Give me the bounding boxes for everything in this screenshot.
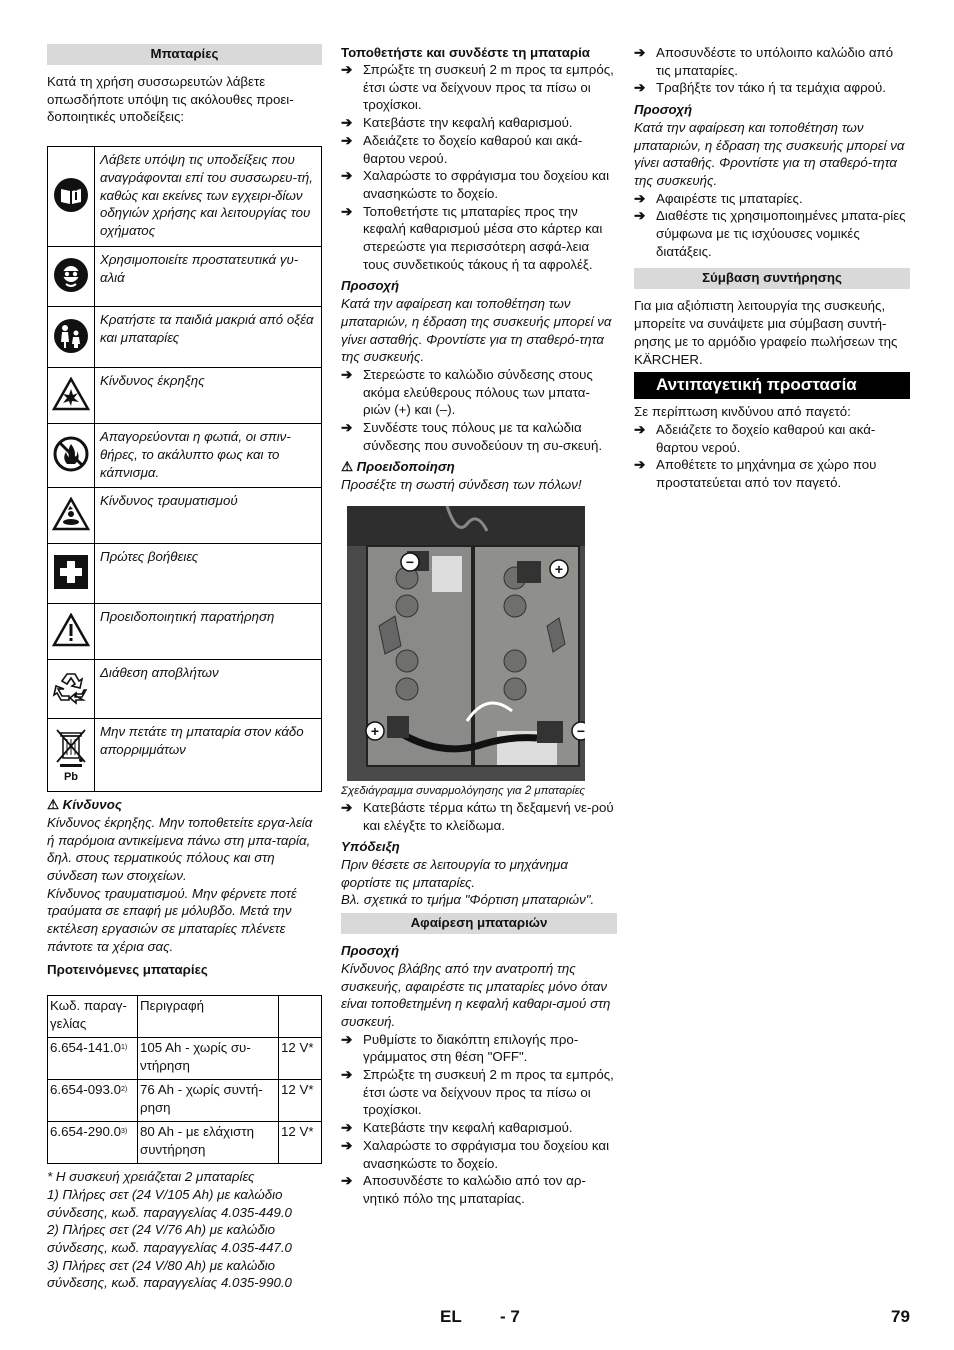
step: ➔ Χαλαρώστε το σφράγισμα του δοχείου και ανασηκώστε το δοχείο. [341,1137,610,1171]
arrow-icon: ➔ [341,420,353,436]
explosion-hazard-icon [48,368,95,424]
arrow-icon: ➔ [634,421,646,437]
minus-terminal-label: − [405,553,415,570]
symbol-row [48,247,322,307]
warning-icon [48,604,95,660]
symbol-row [48,424,322,488]
symbol-text: Κίνδυνος έκρηξης [95,368,322,424]
battery-illustration [347,506,585,781]
left-column [47,44,322,1292]
warning-icon: ⚠ [47,797,59,813]
cell-description: 105 Ah - χωρίς συ-ντήρηση [138,1038,279,1080]
footnote: * Η συσκευή χρειάζεται 2 μπαταρίες [47,1169,255,1185]
step: ➔ Αποσυνδέστε το καλώδιο από τον αρ-νητικό πόλο της μπαταρίας. [341,1173,586,1206]
plus-terminal-label: + [370,722,380,739]
arrow-icon: ➔ [341,1067,353,1083]
middle-column [341,44,617,1208]
step: ➔ Κατεβάστε την κεφαλή καθαρισμού. [341,1120,573,1136]
plus-terminal-label: + [554,560,564,577]
batteries-intro: Κατά τη χρήση συσσωρευτών λάβετε οπωσδήποτε υπόψη τις ακόλουθες προει-δοποιητικές υποδείξεις: [47,74,294,125]
footer-local-page: - 7 [500,1307,520,1326]
header-voltage [279,996,322,1038]
arrow-icon: ➔ [341,1137,353,1153]
symbol-text: Χρησιμοποιείτε προστατευτικά γυ-αλιά [95,247,322,307]
symbol-text: Προειδοποιητική παρατήρηση [95,604,322,660]
step: ➔ Κατεβάστε τέρμα κάτω τη δεξαμενή νε-ρού και ελέγξτε το κλείδωμα. [341,799,614,833]
step: ➔ Χαλαρώστε το σφράγισμα του δοχείου και ανασηκώστε το δοχείο. [341,168,610,201]
table-row [48,1038,322,1080]
step: ➔ Κατεβάστε την κεφαλή καθαρισμού. [341,115,573,131]
danger-heading [47,796,322,814]
step: ➔ Αδειάζετε το δοχείο καθαρού και ακά-θαρτου νερού. [341,132,583,166]
no-fire-icon [48,424,95,488]
arrow-icon: ➔ [341,132,353,148]
symbol-row [48,368,322,424]
cell-code: 6.654-290.0$^{3)}$ [48,1122,138,1164]
footer-language: EL [440,1307,462,1326]
note-label: Υπόδειξη [341,839,400,855]
symbol-row [48,307,322,368]
symbol-row [48,604,322,660]
battery-table [47,995,322,1164]
footnote: 2) Πλήρες σετ (24 V/76 Ah) με καλώδιο σύνδεσης, κωδ. παραγγελίας 4.035-447.0 [47,1222,292,1255]
arrow-icon: ➔ [341,203,353,219]
cell-description: 80 Ah - με ελάχιστη συντήρηση [138,1122,279,1164]
step: ➔ Διαθέστε τις χρησιμοποιημένες μπατα-ρίες σύμφωνα με τις ισχύουσες νομικές διατάξεις. [634,208,906,259]
section-title-frost: Αντιπαγετική προστασία [634,372,910,399]
warning-heading: ⚠ Προειδοποίηση [341,459,455,475]
frost-intro: Σε περίπτωση κινδύνου από παγετό: [634,404,851,420]
symbol-row [48,660,322,719]
battery-assembly-photo [347,506,585,781]
table-row [48,1122,322,1164]
table-row [48,1080,322,1122]
arrow-icon: ➔ [341,366,353,382]
cell-voltage: 12 V* [279,1122,322,1164]
arrow-icon: ➔ [634,45,646,60]
table-header-row [48,996,322,1038]
footer-page-number: 79 [891,1307,910,1326]
caution-text: Κατά την αφαίρεση και τοποθέτηση των μπαταριών, η έδραση της συσκευής μπορεί να γίνει ασταθής. Φροντίστε για τη σταθερό-τητα της συσκευής. [634,119,905,188]
header-description: Περιγραφή [138,996,279,1038]
symbol-text: Πρώτες βοήθειες [95,544,322,604]
header-code: Κωδ. παραγ-γελίας [48,996,138,1038]
symbol-text: Κρατήστε τα παιδιά μακριά από οξέα και μπαταρίες [95,307,322,368]
arrow-icon: ➔ [341,115,353,131]
warning-icon: ⚠ [341,459,353,475]
arrow-icon: ➔ [634,80,646,96]
step: ➔ Αδειάζετε το δοχείο καθαρού και ακά-θαρτου νερού. [634,421,876,455]
caution-label: Προσοχή [634,102,693,118]
right-column [634,44,910,492]
arrow-icon: ➔ [634,208,646,224]
recommended-batteries-title: Προτεινόμενες μπαταρίες [47,962,208,978]
caution-text: Κατά την αφαίρεση και τοποθέτηση των μπαταριών, η έδραση της συσκευής μπορεί να γίνει ασταθής. Φροντίστε για τη σταθερό-τητα της συσκευής. [341,296,612,365]
caution-label: Προσοχή [341,278,400,294]
section-title-service: Σύμβαση συντήρησης [634,268,910,289]
install-title: Τοποθετήστε και συνδέστε τη μπαταρία [341,45,590,60]
arrow-icon: ➔ [341,1031,353,1047]
service-text: Για μια αξιόπιστη λειτουργία της συσκευής, μπορείτε να συνάψετε μια σύμβαση συντή-ρησης με το αρμόδιο γραφείο πωλήσεων της KÄRCHER. [634,298,898,367]
symbol-text: Διάθεση αποβλήτων [95,660,322,719]
arrow-icon: ➔ [634,457,646,473]
first-aid-icon [48,544,95,604]
caution-label: Προσοχή [341,943,400,959]
footnote: 3) Πλήρες σετ (24 V/80 Ah) με καλώδιο σύνδεσης, κωδ. παραγγελίας 4.035-990.0 [47,1257,292,1291]
step: ➔ Σπρώξτε τη συσκευή 2 m προς τα εμπρός, έτσι ώστε να δείχνουν προς τα πίσω οι τροχίσκοι. [341,62,614,113]
step: ➔ Συνδέστε τους πόλους με τα καλώδια σύνδεσης που συνοδεύουν τη συ-σκευή. [341,420,603,453]
warning-text: Προσέξτε τη σωστή σύνδεση των πόλων! [341,477,582,493]
keep-children-away-icon [48,307,95,368]
arrow-icon: ➔ [341,62,353,77]
step: ➔ Τραβήξτε τον τάκο ή τα τεμάχια αφρού. [634,80,886,96]
arrow-icon: ➔ [341,1120,353,1136]
step: ➔ Αποσυνδέστε το υπόλοιπο καλώδιο από τις μπαταρίες. [634,45,894,78]
symbol-text: Κίνδυνος τραυματισμού [95,488,322,544]
pb-label: Pb [63,770,79,783]
section-title-removal: Αφαίρεση μπαταριών [341,913,617,934]
injury-hazard-icon [48,488,95,544]
symbol-row [48,488,322,544]
step: ➔ Στερεώστε το καλώδιο σύνδεσης στους ακόμα ελεύθερους πόλους των μπατα-ριών (+) και (–). [341,366,593,418]
arrow-icon: ➔ [634,190,646,206]
danger-text-explosion: Κίνδυνος έκρηξης. Μην τοποθετείτε εργα-λεία ή παρόμοια αντικείμενα πάνω στη μπα-ταρία, δηλ. στους τερματικούς πόλους και στη σύνδεση των στοιχείων. [47,814,313,883]
photo-caption: Σχεδιάγραμμα συναρμολόγησης για 2 μπαταρίες [341,784,585,797]
step: ➔ Σπρώξτε τη συσκευή 2 m προς τα εμπρός, έτσι ώστε να δείχνουν προς τα πίσω οι τροχίσκοι. [341,1067,614,1118]
symbol-text: Απαγορεύονται η φωτιά, οι σπιν-θήρες, το ακάλυπτο φως και το κάπνισμα. [95,424,322,488]
no-bin-icon [48,719,95,792]
step: ➔ Αποθέτετε το μηχάνημα σε χώρο που προστατεύεται από τον παγετό. [634,457,877,491]
safety-goggles-icon [48,247,95,307]
cell-description: 76 Ah - χωρίς συντή-ρηση [138,1080,279,1122]
danger-text-injury: Κίνδυνος τραυματισμού. Μην φέρνετε ποτέ τραύματα σε επαφή με μόλυβδο. Μετά την εκτέλεση εργασιών σε μπαταρίες πλένετε πάντοτε τα χέρια σας. [47,885,297,954]
arrow-icon: ➔ [341,1173,353,1189]
danger-label: Κίνδυνος [62,797,122,813]
read-manual-icon [48,147,95,247]
cell-code: 6.654-141.0$^{1)}$ [48,1038,138,1080]
section-title-batteries: Μπαταρίες [47,44,322,65]
note-text: Βλ. σχετικά το τμήμα "Φόρτιση μπαταριών". [341,892,595,908]
step: ➔ Τοποθετήστε τις μπαταρίες προς την κεφαλή καθαρισμού μέσα στο κάρτερ και στερεώστε για περισσότερη ασφά-λεια τους συνδετικούς τάκους ή τα αφρολέξ. [341,203,603,272]
cell-voltage: 12 V* [279,1080,322,1122]
arrow-icon: ➔ [341,168,353,184]
note-text: Πριν θέσετε σε λειτουργία το μηχάνημα φορτίστε τις μπαταρίες. [341,856,568,890]
cell-voltage: 12 V* [279,1038,322,1080]
minus-terminal-label: − [576,722,585,739]
symbol-row [48,719,322,792]
caution-text: Κίνδυνος βλάβης από την ανατροπή της συσκευής, αφαιρέστε τις μπαταρίες μόνο όταν είναι τοποθετημένη η κεφαλή καθαρι-σμού στη συσκευή. [341,960,611,1029]
symbol-row [48,544,322,604]
symbol-text: Λάβετε υπόψη τις υποδείξεις που αναγράφονται επί του συσσωρευ-τή, καθώς και εκείνες των εγχειρι-δίων οδηγιών χρήσης και λειτουργίας του οχήματος [95,147,322,247]
arrow-icon: ➔ [341,799,353,815]
symbol-text: Μην πετάτε τη μπαταρία στον κάδο απορριμμάτων [95,719,322,792]
step: ➔ Ρυθμίστε το διακόπτη επιλογής προ-γράμματος στη θέση "OFF". [341,1031,579,1065]
cell-code: 6.654-093.0$^{2)}$ [48,1080,138,1122]
recycling-icon [48,660,95,719]
safety-symbols-table [47,146,322,792]
footnote: 1) Πλήρες σετ (24 V/105 Ah) με καλώδιο σύνδεσης, κωδ. παραγγελίας 4.035-449.0 [47,1186,292,1220]
symbol-row [48,147,322,247]
step: ➔ Αφαιρέστε τις μπαταρίες. [634,190,803,206]
